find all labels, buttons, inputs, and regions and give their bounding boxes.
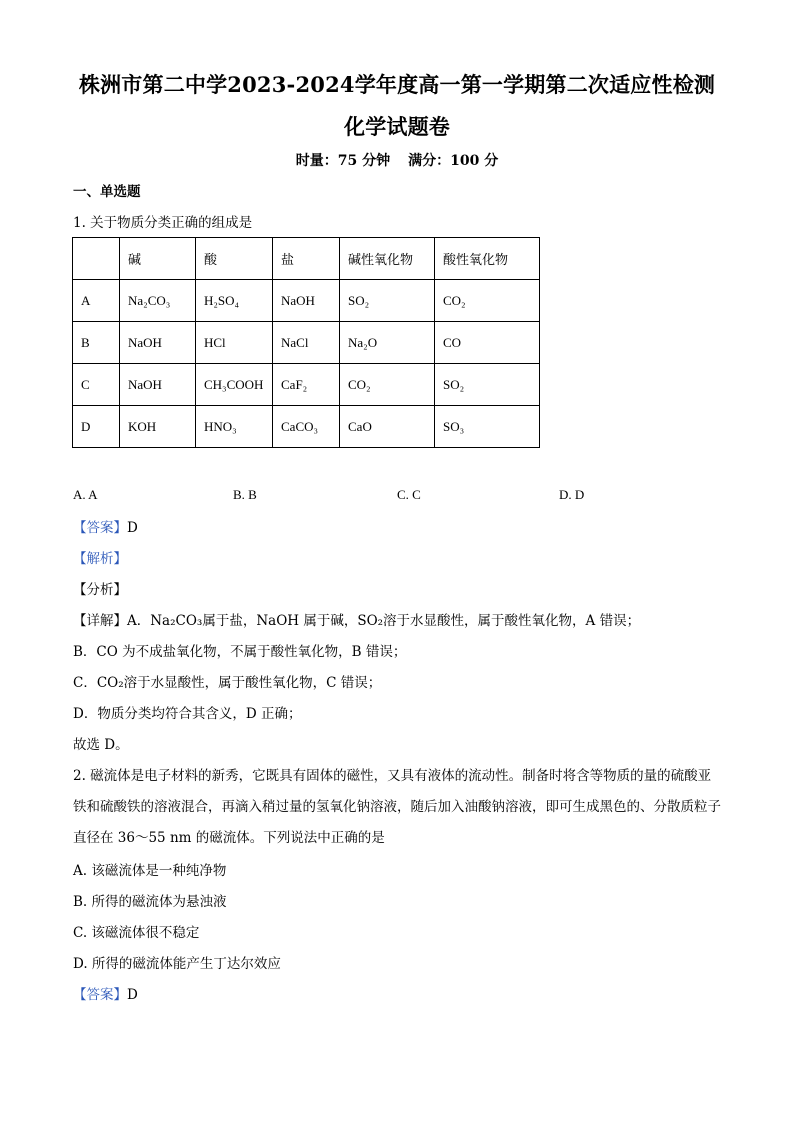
q2-option-d: D. 所得的磁流体能产生丁达尔效应	[73, 956, 281, 972]
q2-option-b: B. 所得的磁流体为悬浊液	[73, 894, 227, 910]
classification-table	[72, 237, 540, 448]
q1-fenxi	[73, 580, 127, 600]
q1-detail-c: C．CO₂溶于水显酸性，属于酸性氧化物，C 错误；	[73, 675, 382, 691]
q1-detail-a	[73, 611, 640, 631]
table-cell: NaCl	[273, 322, 340, 364]
q2-answer	[73, 985, 138, 1005]
table-cell: SO₂	[340, 280, 435, 322]
table-cell: H₂SO₄	[196, 280, 273, 322]
table-row	[73, 322, 540, 364]
table-cell: Na₂CO₃	[120, 280, 196, 322]
table-header-cell: 碱性氧化物	[340, 238, 435, 280]
choice-a: A. A	[73, 487, 98, 502]
table-cell: CO	[435, 322, 540, 364]
q2-stem: 2. 磁流体是电子材料的新秀，它既具有固体的磁性，又具有液体的流动性。制备时将含等物质的量的硫酸亚铁和硫酸铁的溶液混合，再滴入稍过量的氢氧化钠溶液，随后加入油酸钠溶液，即可生成黑色的、分散质粒子直径在 36～55 nm 的磁流体。下列说法中正确的是	[73, 768, 721, 846]
exam-meta	[0, 150, 794, 170]
detail-line: A．Na₂CO₃属于盐，NaOH 属于碱，SO₂溶于水显酸性，属于酸性氧化物，A 错误；	[127, 613, 641, 629]
full-score: 满分：100 分	[408, 153, 499, 169]
q1-detail-b: B．CO 为不成盐氧化物，不属于酸性氧化物，B 错误；	[73, 644, 407, 660]
choice-d: D. D	[559, 487, 585, 502]
table-cell: NaOH	[120, 322, 196, 364]
q1-answer	[73, 518, 138, 538]
choice-c: C. C	[397, 487, 421, 502]
time-limit: 时量：75 分钟	[295, 153, 391, 169]
table-cell: D	[73, 406, 120, 448]
table-cell: CaF₂	[273, 364, 340, 406]
table-cell: C	[73, 364, 120, 406]
table-cell: CH₃COOH	[196, 364, 273, 406]
table-cell: CaO	[340, 406, 435, 448]
table-header-cell: 碱	[120, 238, 196, 280]
q1-analysis	[73, 549, 127, 569]
table-cell: NaOH	[273, 280, 340, 322]
table-row	[73, 280, 540, 322]
answer-value: D	[127, 987, 138, 1003]
table-row	[73, 406, 540, 448]
table-cell: KOH	[120, 406, 196, 448]
table-cell: NaOH	[120, 364, 196, 406]
table-cell: CO₂	[435, 280, 540, 322]
q1-stem: 1. 关于物质分类正确的组成是	[73, 215, 253, 231]
table-cell: A	[73, 280, 120, 322]
table-header-cell: 盐	[273, 238, 340, 280]
table-cell: HNO₃	[196, 406, 273, 448]
table-cell: SO₂	[435, 364, 540, 406]
q2-option-a: A. 该磁流体是一种纯净物	[73, 863, 227, 879]
table-cell: Na₂O	[340, 322, 435, 364]
q2-option-c: C. 该磁流体很不稳定	[73, 925, 200, 941]
analysis-tag: 【解析】	[73, 551, 127, 567]
detail-tag: 【详解】	[73, 613, 127, 629]
table-cell: B	[73, 322, 120, 364]
table-cell: HCl	[196, 322, 273, 364]
table-cell: CO₂	[340, 364, 435, 406]
table-header-cell	[73, 238, 120, 280]
answer-tag: 【答案】	[73, 520, 127, 536]
table-cell: SO₃	[435, 406, 540, 448]
section-heading: 一、单选题	[73, 184, 141, 200]
q1-detail-d: D．物质分类均符合其含义，D 正确；	[73, 706, 302, 722]
table-cell: CaCO₃	[273, 406, 340, 448]
answer-value: D	[127, 520, 138, 536]
table-row	[73, 364, 540, 406]
table-header-cell: 酸	[196, 238, 273, 280]
answer-tag: 【答案】	[73, 987, 127, 1003]
table-header-row	[73, 238, 540, 280]
exam-title-line1: 株洲市第二中学2023-2024学年度高一第一学期第二次适应性检测	[78, 72, 716, 97]
fenxi-tag: 【分析】	[73, 582, 127, 598]
table-header-cell: 酸性氧化物	[435, 238, 540, 280]
exam-title-line2: 化学试题卷	[344, 114, 450, 139]
choice-b: B. B	[233, 487, 257, 502]
q1-conclusion: 故选 D。	[73, 737, 129, 753]
